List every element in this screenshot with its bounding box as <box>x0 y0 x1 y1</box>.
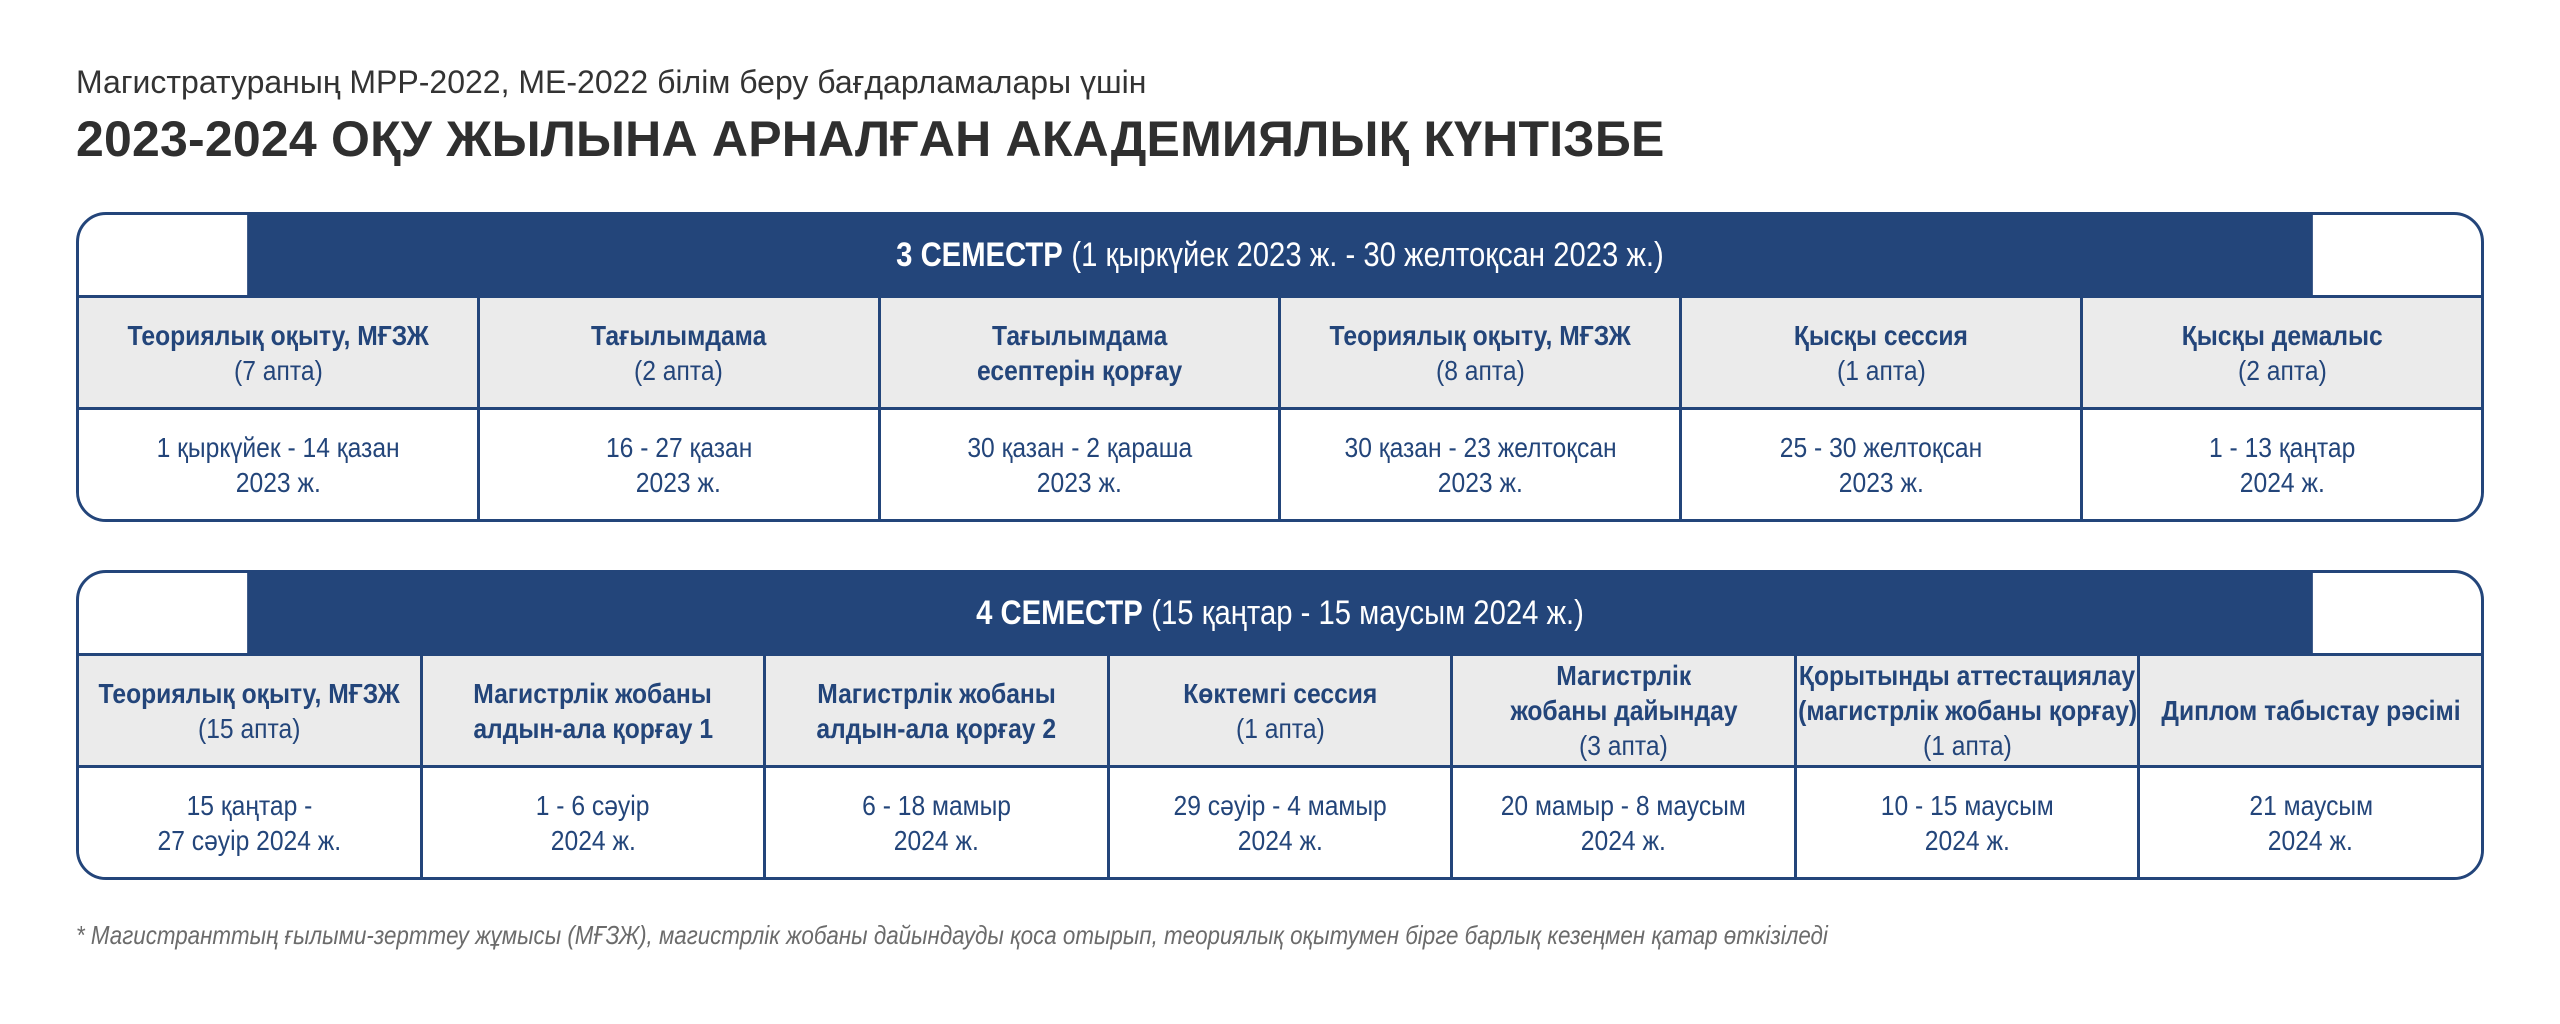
s4-head-5-duration: (1 апта) <box>1922 730 2012 761</box>
s3-head-0-sub: (7 апта) <box>233 354 323 386</box>
semester-3-header-row <box>79 295 2481 407</box>
s3-date-1-line1: 16 - 27 қазан <box>605 431 752 463</box>
s3-head-5-sub: (2 апта) <box>2237 354 2327 386</box>
s3-head-4-sub: (1 апта) <box>1836 354 1926 386</box>
s4-head-3-title: Көктемгі сессия <box>1182 677 1378 709</box>
s3-date-2 <box>878 410 1279 519</box>
s4-head-1-title: Магистрлік жобаны <box>473 677 713 709</box>
s4-head-spring-session <box>1107 656 1451 765</box>
s4-head-2-sub: алдын-ала қорғау 2 <box>816 712 1057 744</box>
s4-date-2-line2: 2024 ж. <box>893 824 979 856</box>
s4-date-6-line2: 2024 ж. <box>2268 824 2354 856</box>
s3-date-1-line2: 2023 ж. <box>636 466 722 498</box>
semester-4-table <box>76 570 2484 880</box>
s4-date-4-line2: 2024 ж. <box>1581 824 1667 856</box>
s3-head-theory-2 <box>1278 298 1679 407</box>
s3-date-2-line1: 30 қазан - 2 қараша <box>967 431 1193 463</box>
s3-head-winter-session <box>1679 298 2080 407</box>
semester-3-table <box>76 212 2484 522</box>
s4-head-0-sub: (15 апта) <box>198 712 301 744</box>
s3-date-3-line1: 30 қазан - 23 желтоқсан <box>1344 431 1617 463</box>
s4-head-predefense-1 <box>420 656 764 765</box>
s4-date-2-line1: 6 - 18 мамыр <box>862 789 1011 821</box>
s3-date-5 <box>2080 410 2481 519</box>
s3-date-5-line1: 1 - 13 қаңтар <box>2208 431 2356 463</box>
semester-3-name: 3 СЕМЕСТР <box>896 235 1063 274</box>
s4-date-2 <box>763 768 1107 877</box>
s4-date-4-line1: 20 мамыр - 8 маусым <box>1501 789 1747 821</box>
s4-date-5 <box>1794 768 2138 877</box>
semester-3-header <box>247 215 2313 295</box>
s4-head-predefense-2 <box>763 656 1107 765</box>
s3-date-3-line2: 2023 ж. <box>1437 466 1523 498</box>
semester-4-dates-row <box>79 765 2481 877</box>
s4-head-3-sub: (1 апта) <box>1235 712 1325 744</box>
s4-date-1-line2: 2024 ж. <box>550 824 636 856</box>
footnote: * Магистранттың ғылыми-зерттеу жұмысы (МҒЗЖ), магистрлік жобаны дайындауды қоса отырып, теориялық оқытумен бірге барлық кезеңмен қатар өткізіледі <box>76 920 1828 950</box>
s3-head-2-sub: есептерін қорғау <box>976 354 1183 386</box>
s3-head-3-sub: (8 апта) <box>1436 354 1525 386</box>
s4-head-4-title: Магистрлік <box>1556 660 1692 691</box>
s3-date-4-line1: 25 - 30 желтоқсан <box>1780 431 1983 463</box>
s3-date-2-line2: 2023 ж. <box>1037 466 1123 498</box>
s3-date-4-line2: 2023 ж. <box>1838 466 1924 498</box>
semester-3-dates-row <box>79 407 2481 519</box>
s4-date-3 <box>1107 768 1451 877</box>
s3-head-3-title: Теориялық оқыту, МҒЗЖ <box>1329 319 1632 351</box>
semester-4-header <box>247 573 2313 653</box>
s3-date-0 <box>79 410 477 519</box>
s4-date-0 <box>79 768 420 877</box>
semester-4-name: 4 СЕМЕСТР <box>976 593 1143 632</box>
semester-4-header-row <box>79 653 2481 765</box>
s4-head-2-title: Магистрлік жобаны <box>817 677 1056 709</box>
s4-date-1 <box>420 768 764 877</box>
s3-head-internship <box>477 298 878 407</box>
s3-date-4 <box>1679 410 2080 519</box>
s4-date-5-line1: 10 - 15 маусым <box>1880 789 2054 821</box>
s4-head-5-sub: (магистрлік жобаны қорғау) <box>1797 695 2137 726</box>
s4-head-4-sub: жобаны дайындау <box>1510 695 1738 726</box>
s4-date-0-line2: 27 сәуір 2024 ж. <box>157 824 342 856</box>
semester-3-period: (1 қыркүйек 2023 ж. - 30 желтоқсан 2023 ж.) <box>1071 235 1664 274</box>
page-title: 2023-2024 ОҚУ ЖЫЛЫНА АРНАЛҒАН АКАДЕМИЯЛЫҚ КҮНТІЗБЕ <box>76 111 1665 167</box>
s3-date-3 <box>1278 410 1679 519</box>
s4-head-6-title: Диплом табыстау рәсімі <box>2161 695 2461 726</box>
s4-date-0-line1: 15 қаңтар - <box>186 789 313 821</box>
s4-head-final-attestation <box>1794 656 2138 765</box>
s3-head-1-sub: (2 апта) <box>634 354 724 386</box>
s3-head-4-title: Қысқы сессия <box>1794 319 1969 351</box>
s4-head-4-duration: (3 апта) <box>1579 730 1668 761</box>
s3-head-theory-1 <box>79 298 477 407</box>
s3-head-internship-defense <box>878 298 1279 407</box>
s4-date-3-line2: 2024 ж. <box>1237 824 1323 856</box>
s3-date-5-line2: 2024 ж. <box>2239 466 2325 498</box>
s3-date-1 <box>477 410 878 519</box>
s3-head-1-title: Тағылымдама <box>591 319 767 351</box>
s3-date-0-line1: 1 қыркүйек - 14 қазан <box>156 431 400 463</box>
s4-head-1-sub: алдын-ала қорғау 1 <box>473 712 713 744</box>
s4-date-1-line1: 1 - 6 сәуір <box>536 789 650 821</box>
s4-head-project-prep <box>1450 656 1794 765</box>
s3-head-winter-break <box>2080 298 2481 407</box>
s4-date-6 <box>2137 768 2481 877</box>
s3-head-5-title: Қысқы демалыс <box>2181 319 2383 351</box>
s3-head-0-title: Теориялық оқыту, МҒЗЖ <box>127 319 429 351</box>
s4-head-diploma-ceremony <box>2137 656 2481 765</box>
s4-date-3-line1: 29 сәуір - 4 мамыр <box>1173 789 1387 821</box>
s4-head-5-title: Қорытынды аттестациялау <box>1799 660 2136 691</box>
s3-date-0-line2: 2023 ж. <box>235 466 321 498</box>
page-subtitle: Магистратураның МРР-2022, МЕ-2022 білім беру бағдарламалары үшін <box>76 64 1147 100</box>
s4-date-4 <box>1450 768 1794 877</box>
s4-date-5-line2: 2024 ж. <box>1924 824 2010 856</box>
s4-head-0-title: Теориялық оқыту, МҒЗЖ <box>98 677 400 709</box>
s4-date-6-line1: 21 маусым <box>2248 789 2373 821</box>
s4-head-theory <box>79 656 420 765</box>
semester-4-period: (15 қаңтар - 15 маусым 2024 ж.) <box>1151 593 1584 632</box>
s3-head-2-title: Тағылымдама <box>991 319 1168 351</box>
